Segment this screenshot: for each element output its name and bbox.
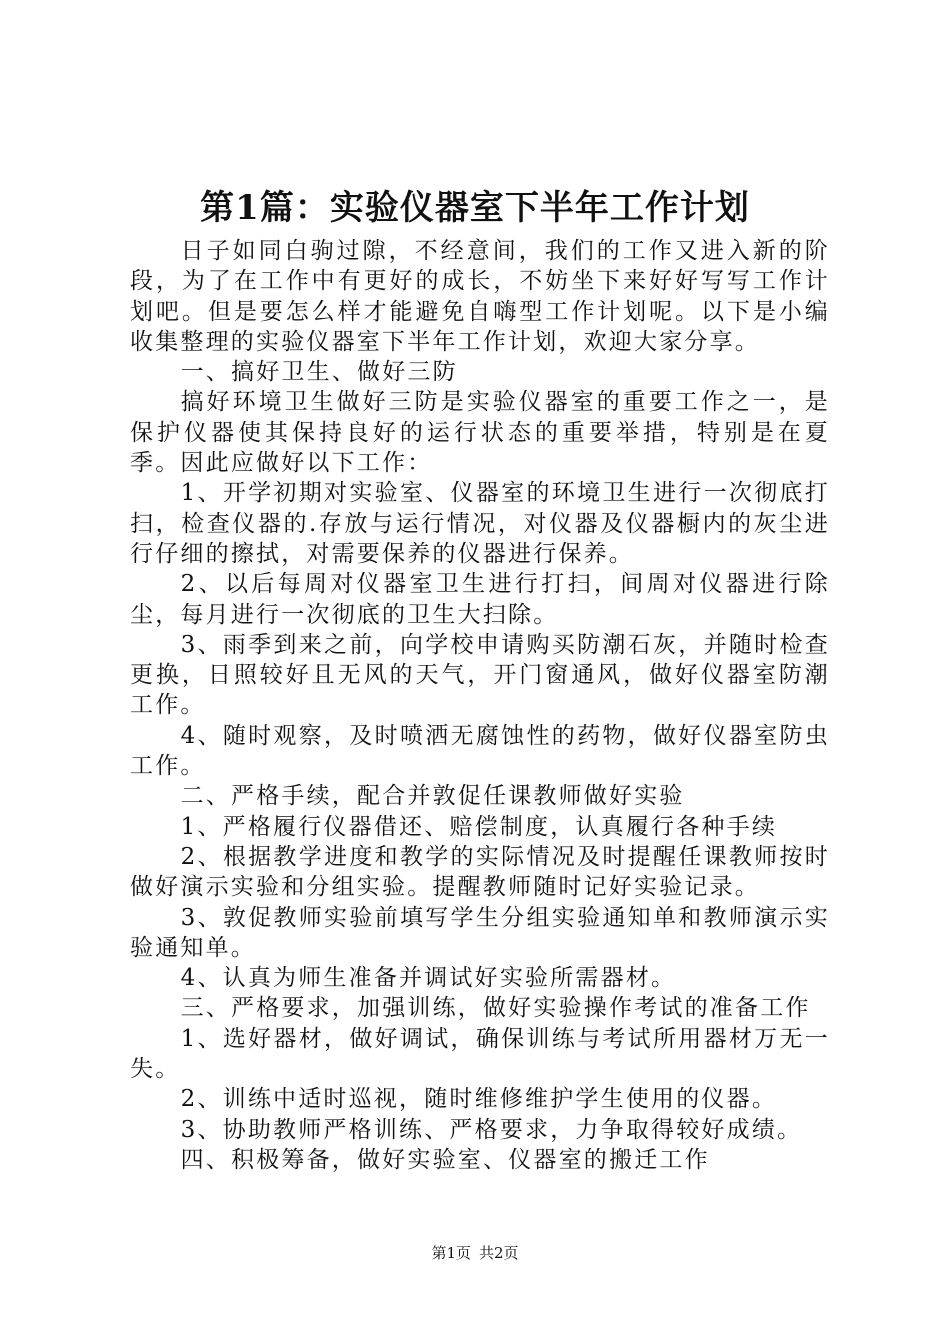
document-title: 第1篇：实验仪器室下半年工作计划 bbox=[200, 188, 750, 228]
page-total: 共2页 bbox=[479, 1244, 519, 1262]
list-item: 4、认真为师生准备并调试好实验所需器材。 bbox=[180, 965, 677, 992]
paragraph: 搞好环境卫生做好三防是实验仪器室的重要工作之一，是保护仪器使其保持良好的运行状态的重要举措，特别是在夏季。因此应做好以下工作： bbox=[130, 389, 830, 477]
section-heading: 三、严格要求，加强训练，做好实验操作考试的准备工作 bbox=[180, 995, 811, 1022]
list-item: 1、开学初期对实验室、仪器室的环境卫生进行一次彻底打扫，检查仪器的.存放与运行情况，对仪器及仪器橱内的灰尘进行仔细的擦拭，对需要保养的仪器进行保养。 bbox=[130, 480, 830, 567]
document-body bbox=[130, 236, 830, 1175]
list-item: 4、随时观察，及时喷洒无腐蚀性的药物，做好仪器室防虫工作。 bbox=[130, 722, 830, 780]
list-item: 3、敦促教师实验前填写学生分组实验通知单和教师演示实验通知单。 bbox=[130, 904, 830, 961]
page-number: 第1页 bbox=[431, 1244, 471, 1262]
section-heading: 一、搞好卫生、做好三防 bbox=[180, 359, 458, 386]
list-item: 3、协助教师严格训练、严格要求，力争取得较好成绩。 bbox=[180, 1116, 803, 1143]
section-heading: 四、积极筹备，做好实验室、仪器室的搬迁工作 bbox=[180, 1146, 710, 1173]
list-item: 2、训练中适时巡视，随时维修维护学生使用的仪器。 bbox=[180, 1086, 778, 1113]
page-footer bbox=[0, 1242, 950, 1264]
paragraph: 日子如同白驹过隙，不经意间，我们的工作又进入新的阶段，为了在工作中有更好的成长，不妨坐下来好好写写工作计划吧。但是要怎么样才能避免自嗨型工作计划呢。以下是小编收集整理的实验仪器室下半年工作计划，欢迎大家分享。 bbox=[130, 238, 830, 355]
list-item: 2、根据教学进度和教学的实际情况及时提醒任课教师按时做好演示实验和分组实验。提醒教师随时记好实验记录。 bbox=[130, 843, 830, 901]
list-item: 1、选好器材，做好调试，确保训练与考试所用器材万无一失。 bbox=[130, 1025, 830, 1083]
section-heading: 二、严格手续，配合并敦促任课教师做好实验 bbox=[180, 783, 685, 810]
list-item: 3、雨季到来之前，向学校申请购买防潮石灰，并随时检查更换，日照较好且无风的天气，开门窗通风，做好仪器室防潮工作。 bbox=[130, 631, 830, 719]
list-item: 2、以后每周对仪器室卫生进行打扫，间周对仪器进行除尘，每月进行一次彻底的卫生大扫除。 bbox=[130, 571, 830, 628]
list-item: 1、严格履行仪器借还、赔偿制度，认真履行各种手续 bbox=[180, 813, 778, 840]
